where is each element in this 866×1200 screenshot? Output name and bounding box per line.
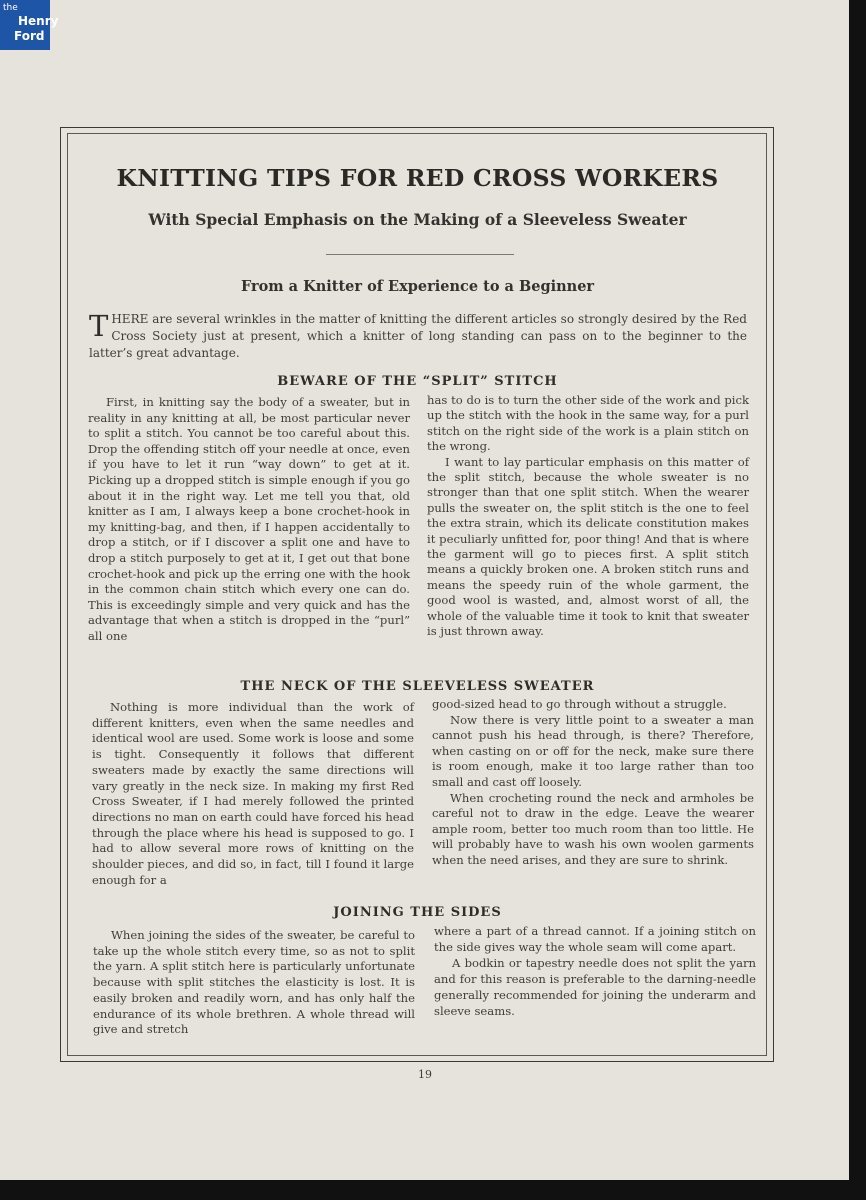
paragraph: Now there is very little point to a sweater a man cannot push his head through, is there? Therefore, when casting on or off for the neck, make sure there is room enough, make it too large rather than too small and cast off loosely. — [432, 712, 754, 789]
byline-heading: From a Knitter of Experience to a Beginner — [240, 278, 595, 295]
joining-right-column — [434, 923, 756, 1019]
paragraph: where a part of a thread cannot. If a joining stitch on the side gives way the whole seam will come apart. — [434, 924, 756, 954]
intro-paragraph — [89, 311, 747, 362]
logo-line-henry: Henry — [18, 14, 59, 28]
paragraph: First, in knitting say the body of a sweater, but in reality in any knitting at all, be most particular never to split a stitch. You cannot be too careful about this. Drop the offending stitch off your needle at once, even if you have to let it run “way down” to get at it. Picking up a dropped stitch is simple enough if you go about it in the right way. Let me tell you that, old knitter as I am, I always keep a bone crochet-hook in my knitting-bag, and then, if I happen accidentally to drop a stitch, or if I discover a split one and have to drop a stitch purposely to get at it, I get out that bone crochet-hook and pick up the erring one with the hook in the common chain stitch which every one can do. This is exceedingly simple and very quick and has the advantage that when a stitch is dropped in the “purl” all one — [88, 395, 410, 643]
article-title: KNITTING TIPS FOR RED CROSS WORKERS — [116, 164, 719, 192]
henry-ford-logo — [0, 0, 59, 50]
joining-left-column — [93, 928, 415, 1038]
heading-joining-sides: JOINING THE SIDES — [333, 905, 502, 920]
heading-split-stitch: BEWARE OF THE “SPLIT” STITCH — [277, 374, 558, 389]
split-stitch-left-column — [88, 395, 410, 645]
intro-text: HERE are several wrinkles in the matter of knitting the different articles so strongly desired by the Red Cross Society just at present, which a knitter of long standing can pass on to the beginner to the latter’s great advantage. — [89, 312, 747, 360]
page-number: 19 — [418, 1068, 432, 1081]
logo-line-ford: Ford — [14, 29, 45, 43]
neck-left-column — [92, 700, 414, 888]
paragraph: When joining the sides of the sweater, be careful to take up the whole stitch every time, so as not to split the yarn. A split stitch here is particularly unfortunate because with split stitches the elasticity is lost. It is easily broken and readily worn, and has only half the endurance of its whole brethren. A whole thread will give and stretch — [93, 928, 415, 1037]
drop-cap: T — [89, 309, 109, 343]
split-stitch-right-column — [427, 393, 749, 640]
paragraph: Nothing is more individual than the work of different knitters, even when the same needles and identical wool are used. Some work is loose and some is tight. Consequently it follows that different sweaters made by exactly the same directions will vary greatly in the neck size. In making my first Red Cross Sweater, if I had merely followed the printed directions no man on earth could have forced his head through the place where his head is supposed to go. I had to allow several more rows of knitting on the shoulder pieces, and did so, in fact, till I found it large enough for a — [92, 700, 414, 887]
paragraph: has to do is to turn the other side of the work and pick up the stitch with the hook in the same way, for a purl stitch on the right side of the work is a plain stitch on the wrong. — [427, 393, 749, 454]
logo-line-the: the — [3, 3, 18, 13]
paragraph: When crocheting round the neck and armholes be careful not to draw in the edge. Leave the wearer ample room, better too much room than too little. He will probably have to wash his own woolen garments when the need arises, and they are sure to shrink. — [432, 790, 754, 867]
neck-right-column — [432, 697, 754, 869]
paragraph: good-sized head to go through without a struggle. — [432, 697, 727, 711]
paragraph: A bodkin or tapestry needle does not split the yarn and for this reason is preferable to the darning-needle generally recommended for joining the underarm and sleeve seams. — [434, 956, 756, 1018]
title-divider — [326, 254, 514, 255]
paragraph: I want to lay particular emphasis on this matter of the split stitch, because the whole sweater is no stronger than that one split stitch. When the wearer pulls the sweater on, the split stitch is the one to feel the extra strain, which its delicate constitution makes it peculiarly unfitted for, poor thing! And that is where the garment will go to pieces first. A split stitch means a quickly broken one. A broken stitch runs and means the speedy ruin of the whole garment, the good wool is wasted, and, almost worst of all, the whole of the valuable time it took to knit that sweater is just thrown away. — [427, 454, 749, 639]
heading-neck-sweater: THE NECK OF THE SLEEVELESS SWEATER — [240, 679, 595, 694]
article-subtitle: With Special Emphasis on the Making of a Sleeveless Sweater — [148, 210, 687, 229]
